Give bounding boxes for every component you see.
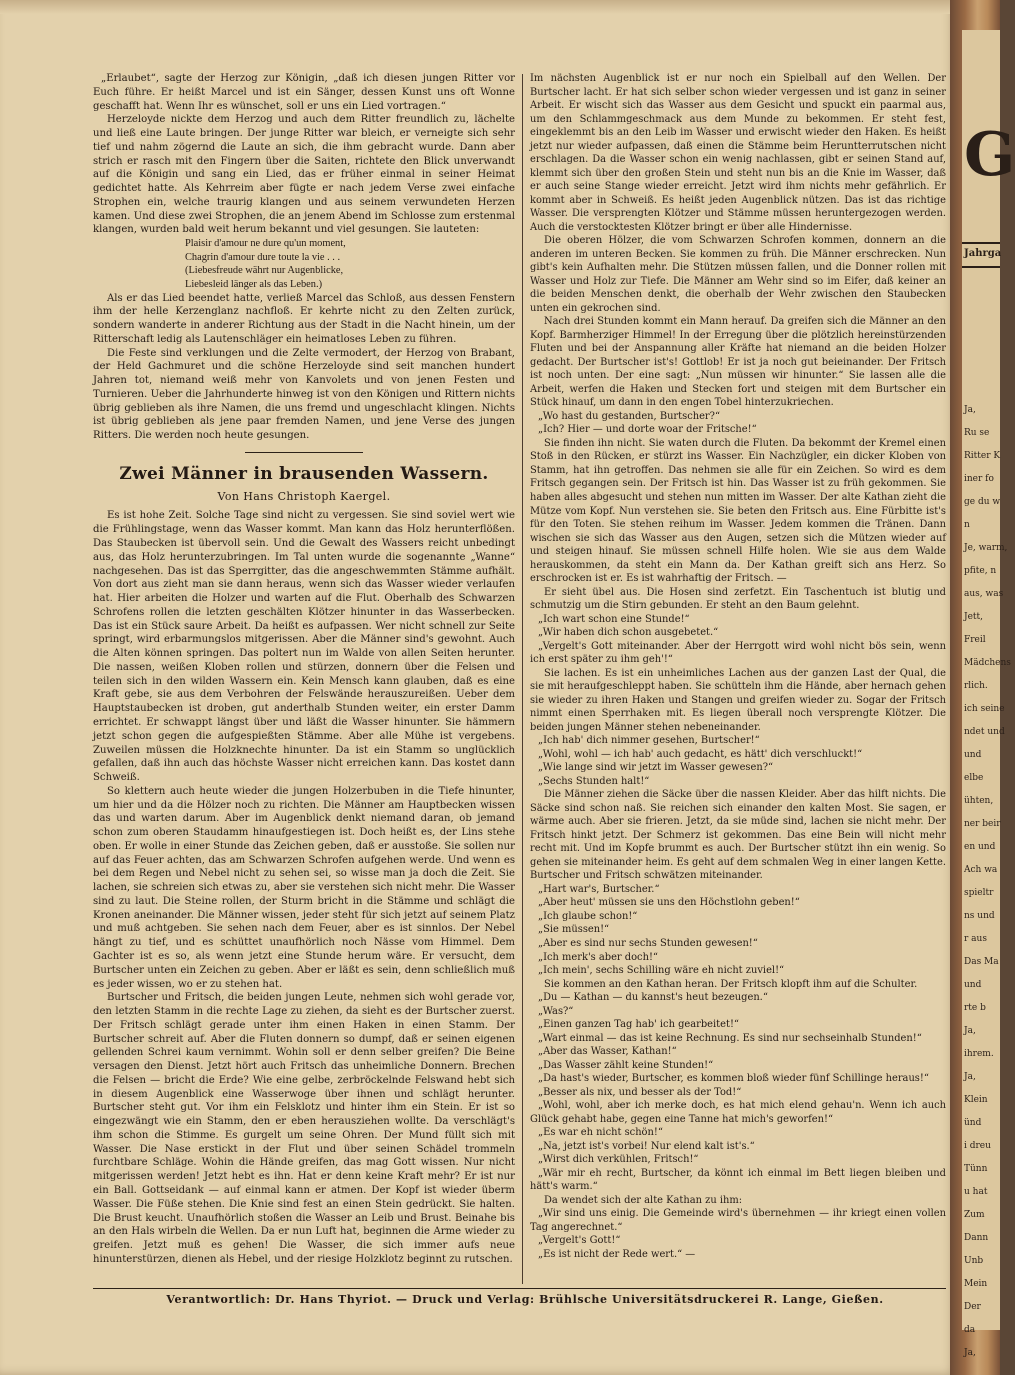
- dialog-line: „Aber heut' müssen sie uns den Höchstlohn geben!“: [538, 897, 800, 909]
- adjacent-page-fragment: Dann: [964, 1233, 989, 1243]
- right-paragraph: Nach drei Stunden kommt ein Mann herauf. Da greifen sich die Männer an den Kopf. Barmherziger Himmel! In der Erregung über die plötzlich hereinstürzenden Fluten und bei der Anspannung aller Kräfte hat niemand an die beiden Holzer gedacht. Der Burtscher ist's! Gottlob! Er ist ja noch gut beieinander. Der Fritsch ist noch unten. Der eine sagt: „Nun müssen wir hinunter.“ Sie lassen alle die Arbeit, werfen die Haken und Stecken fort und steigen mit dem Burtscher ein Stück hinauf, um dann in den engen Tobel hinterzukriechen.: [530, 316, 946, 409]
- dialog-line: „Wo hast du gestanden, Burtscher?“: [538, 410, 720, 422]
- dialog-line: „Aber es sind nur sechs Stunden gewesen!“: [538, 938, 758, 949]
- right-paragraph: Sie finden ihn nicht. Sie waten durch die Fluten. Da bekommt der Kremel einen Stoß in den Rücken, er stürzt ins Wasser. Ein Nachzügler, ein dicker Kloben von Stamm, hat ihn getroffen. Das nehmen sie alle für ein Zeichen. So wird es dem Fritsch gegangen sein. Der Fritsch ist hin. Das Wasser ist zu früh gekommen. Sie haben alles abgesucht und stehen nun mitten im Wasser. Der alte Kathan zieht die Mütze vom Kopf. Nun verstehen sie. Sie beten den Fritsch aus. Eine Fürbitte ist's für den Toten. Sie stehen reihum im Wasser. Jedem kommen die Tränen. Dann wischen sie sich das Wasser aus den Augen, setzen sich die Mützen wieder auf und steigen hinauf. Sie müssen schnell Hilfe holen. Wie sie aus dem Walde herauskommen, da steht ein Mann da. Der Kathan greift sich ans Herz. So erschrocken ist er. Es ist wahrhaftig der Fritsch. —: [530, 437, 946, 585]
- adjacent-page-fragment: elbe: [964, 773, 984, 783]
- dialog-line: „Einen ganzen Tag hab' ich gearbeitet!“: [538, 1019, 739, 1031]
- right-paragraph: Sie lachen. Es ist ein unheimliches Lachen aus der ganzen Last der Qual, die sie mit heraufgeschleppt haben. Sie schütteln ihm die Hände, aber hernach gehen sie wieder zu ihren Haken und Stangen und greifen wieder zu. Sogar der Fritsch nimmt einen Sperrhaken mit. Es liegen überall noch versprengte Klötzer. Die beiden jungen Männer stehen nebeneinander.: [530, 667, 946, 733]
- adjacent-page-masthead-letter: G: [964, 120, 1015, 190]
- dialog-line: „Wir haben dich schon ausgebetet.“: [538, 627, 719, 639]
- dialog-line: „Vergelt's Gott!“: [538, 1235, 621, 1247]
- dialog-line: „Sechs Stunden halt!“: [538, 775, 650, 787]
- adjacent-page-fragment: r aus: [964, 934, 987, 944]
- adjacent-page-fragment: iner fo: [964, 474, 994, 484]
- adjacent-page-fragment: en und: [964, 842, 996, 852]
- right-paragraph: Die Männer ziehen die Säcke über die nassen Kleider. Aber das hilft nichts. Die Säcke sind schon naß. Sie reichen sich einander den kalten Most. Sie sagen, er wärme auch. Aber sie frieren. Jetzt, da sie müde sind, lachen sie nicht mehr. Der Fritsch hinkt jetzt. Der Schmerz ist gekommen. Das eine Bein will nicht mehr recht mit. Und im Kopfe brummt es auch. Der Burtscher stützt ihn ein wenig. So gehen sie miteinander heim. Es geht auf dem schmalen Weg in einer langen Kette. Burtscher und Fritsch schwätzen miteinander.: [530, 789, 946, 882]
- right-paragraph: Da wendet sich der alte Kathan zu ihm:: [544, 1194, 743, 1206]
- right-paragraph: Die oberen Hölzer, die vom Schwarzen Schrofen kommen, donnern an die anderen im unteren Becken. Sie kommen zu früh. Die Männer erschrecken. Nun gibt's kein Aufhalten mehr. Die Stützen müssen fallen, und die Donner rollen mit Wasser und Holz zur Tiefe. Die Männer am Wehr sind so im Eifer, daß keiner an die beiden Menschen denkt, die oberhalb der Wehr zwischen den Staubecken unten ein gekrochen sind.: [530, 235, 946, 314]
- adjacent-page-fragment: spieltr: [964, 888, 994, 898]
- adjacent-page-fragment: ns und: [964, 911, 995, 921]
- dialog-line: „Du — Kathan — du kannst's heut bezeugen.“: [538, 992, 768, 1004]
- adjacent-page-fragment: Das Ma: [964, 957, 999, 967]
- adjacent-page-fragment: da: [964, 1325, 976, 1335]
- dialog-line: „Was?“: [538, 1005, 574, 1017]
- adjacent-page-fragment: Mädchens: [964, 658, 1011, 668]
- adjacent-page-fragment: und: [964, 750, 982, 760]
- song-line: (Liebesfreude währt nur Augenblicke,: [185, 265, 344, 277]
- right-paragraph: Im nächsten Augenblick ist er nur noch ein Spielball auf den Wellen. Der Burtscher lacht. Er hat sich selber schon wieder vergessen und ist ganz in seiner Arbeit. Er wischt sich das Wasser aus dem Gesicht und spuckt ein paarmal aus, um den Schlammgeschmack aus dem Munde zu bekommen. Er steht fest, eingeklemmt bis an den Leib im Wasser und erwischt wieder den Haken. Es heißt jetzt nur wieder aufpassen, daß einen die Stämme beim Heruntterrutschen nicht erschlagen. Da die Wasser schon ein wenig nachlassen, gibt er seinen Stand auf, klemmt sich über den großen Stein und steht nun bis an die Knie im Wasser, daß er auch seine Stange wieder erreicht. Jetzt wird ihm nichts mehr gefährlich. Er kommt aber in Schweiß. Es heißt jeden Augenblick nützen. Das ist das richtige Wasser. Die versprengten Klötzer und Stämme müssen heruntergezogen werden. Auch die verstocktesten Klötzer bringt er über alle Hindernisse.: [530, 73, 946, 233]
- adjacent-page-fragment: Freil: [964, 635, 986, 645]
- adjacent-page-fragment: Ja,: [964, 1348, 976, 1358]
- left-column: [93, 72, 515, 1267]
- adjacent-page-fragment: Unb: [964, 1256, 984, 1266]
- adjacent-page-rule: [962, 242, 1000, 244]
- adjacent-page-fragment: Ach wa: [964, 865, 998, 875]
- publisher-imprint: Verantwortlich: Dr. Hans Thyriot. — Druck und Verlag: Brühlsche Universitätsdruckerei R. Lange, Gießen.: [166, 1293, 884, 1306]
- dialog-line: „Wär mir eh recht, Burtscher, da könnt ich einmal im Bett liegen bleiben und hätt's warm.“: [530, 1167, 946, 1193]
- dialog-line: „Wohl, wohl — ich hab' auch gedacht, es hätt' dich verschluckt!“: [538, 748, 863, 760]
- dialog-line: „Ich mein', sechs Schilling wäre eh nicht zuviel!“: [538, 965, 785, 977]
- adjacent-page-fragment: ich seine: [964, 704, 1005, 714]
- adjacent-page-fragment: ühten,: [964, 796, 994, 806]
- dialog-line: „Wir sind uns einig. Die Gemeinde wird's übernehmen — ihr kriegt einen vollen Tag angerechnet.“: [530, 1208, 946, 1233]
- left-paragraph: Die Feste sind verklungen und die Zelte vermodert, der Herzog von Brabant, der Held Gachmuret und die schöne Herzeloyde sind seit manchen hundert Jahren tot, niemand weiß mehr von Kanvolets und von jenen Festen und Turnieren. Ueber die Jahrhunderte hinweg ist von den Königen und Rittern nichts übrig geblieben als ihre Namen, die uns fremd und ungeschlacht klingen. Nichts ist übrig geblieben als jene paar fremden Namen, und jene Verse des jungen Ritters. Die werden noch heute gesungen.: [93, 347, 515, 442]
- song-line: Liebesleid länger als das Leben.): [185, 278, 323, 290]
- right-paragraph: Sie kommen an den Kathan heran. Der Fritsch klopft ihm auf die Schulter.: [544, 978, 918, 990]
- adjacent-page-fragment: aus, was: [964, 589, 1004, 599]
- dialog-line: „Da hast's wieder, Burtscher, es kommen bloß wieder fünf Schillinge heraus!“: [538, 1073, 929, 1085]
- story-title: Zwei Männer in brausenden Wassern.: [119, 464, 489, 485]
- adjacent-page-fragment: pfite, n: [964, 566, 997, 576]
- adjacent-page-fragment: rlich.: [964, 681, 988, 691]
- right-paragraph: Er sieht übel aus. Die Hosen sind zerfetzt. Ein Taschentuch ist blutig und schmutzig um die Stirn gebunden. Er steht an den Baum gelehnt.: [530, 586, 946, 612]
- adjacent-page-fragment: ünd: [964, 1118, 982, 1128]
- adjacent-page-fragment: Jett,: [964, 612, 984, 622]
- column-divider: [522, 74, 523, 1284]
- dialog-line: „Ich hab' dich nimmer gesehen, Burtscher!“: [538, 735, 760, 747]
- adjacent-page-fragment: Mein: [964, 1279, 988, 1289]
- adjacent-page-header: Jahrga: [964, 248, 1002, 259]
- song-line: Plaisir d'amour ne dure qu'un moment,: [185, 238, 346, 250]
- adjacent-page-strip: [962, 30, 1015, 1358]
- adjacent-page-fragment: i dreu: [964, 1141, 991, 1151]
- adjacent-page-fragment: Je, warm,: [964, 543, 1008, 553]
- adjacent-page-fragment: und: [964, 980, 982, 990]
- adjacent-page-fragment: Ritter K: [964, 451, 1001, 461]
- dialog-line: „Vergelt's Gott miteinander. Aber der Herrgott wird wohl nicht bös sein, wenn ich erst später zu ihm geh'!“: [530, 640, 946, 666]
- footer-rule: [93, 1288, 946, 1289]
- adjacent-page-fragment: ge du w: [964, 497, 1001, 507]
- right-column: [530, 72, 946, 1261]
- dialog-line: „Wirst dich verkühlen, Fritsch!“: [538, 1154, 699, 1166]
- adjacent-page-fragment: ihrem.: [964, 1049, 994, 1059]
- page-top-edge: [0, 0, 958, 14]
- dialog-line: „Ich? Hier — und dorte woar der Fritsche!“: [538, 424, 757, 436]
- dialog-line: „Es ist nicht der Rede wert.“ —: [538, 1248, 696, 1260]
- dialog-line: „Wohl, wohl, aber ich merke doch, es hat mich elend gehau'n. Wenn ich auch Glück gehabt habe, gegen eine Tanne hat mich's geworfen!“: [530, 1100, 946, 1125]
- adjacent-page-fragment: Klein: [964, 1095, 988, 1105]
- adjacent-page-rule: [962, 266, 1000, 268]
- adjacent-page-fragment: n: [964, 520, 970, 530]
- story-paragraph: Es ist hohe Zeit. Solche Tage sind nicht zu vergessen. Sie sind soviel wert wie die Frühlingstage, wenn das Wasser kommt. Man kann das Holz herunterflößen. Das Staubecken ist übervoll sein. Und die Gewalt des Wassers reicht unbedingt aus, das Holz herunterzubringen. Im Tal unten wurde die sogenannte „Wanne“ nachgesehen. Das ist das Sperrgitter, das die angeschwemmten Stämme aufhält. Von dort aus zieht man sie dann heraus, wenn sich das Wasser wieder verlaufen hat. Hier arbeiten die Holzer und warten auf die Flut. Oberhalb des Schwarzen Schrofens rollen die letzten geschälten Klötzer hinunter in das Wasserbecken. Das ist ein Stück saure Arbeit. Da heißt es aufpassen. Wer nicht schnell zur Seite springt, wird erbarmungslos mitgerissen. Aber die Männer sind's gewohnt. Auch die Alten können springen. Das poltert nun im Walde von allen Seiten herunter. Die nassen, weißen Kloben rollen und stürzen, donnern über die Felsen und teilen sich in den wilden Wassern ein. Kein Mensch kann glauben, daß es eine Kraft gebe, sie aus dem Verbohren der Felswände herauszureißen. Ueber dem Hauptstaubecken ist droben, gut anderthalb Stunden weiter, ein erster Damm errichtet. Er schwappt längst über und läßt die Wasser hinunter. Sie hämmern jetzt schon gegen die aufgespießten Stämme. Aber alle Mühe ist vergebens. Zuweilen müssen die Holzknechte hinunter. Da ist ein Stamm so unglücklich gefallen, daß ihn auch das höchste Wasser nicht erreichen kann. Das kostet dann Schweiß.: [93, 510, 515, 784]
- adjacent-page-fragment: Ru se: [964, 428, 990, 438]
- dialog-line: „Na, jetzt ist's vorbei! Nur elend kalt ist's.“: [538, 1140, 755, 1152]
- story-paragraph: So klettern auch heute wieder die jungen Holzerbuben in die Tiefe hinunter, um hier und da die Hölzer noch zu richten. Die Männer am Hauptbecken wissen das und warten darum. Aber im Augenblick denkt niemand daran, ob jemand schon zum oberen Staudamm hinaufgestiegen ist. Doch heißt es, der Lins stehe oben. Er wolle in einer Stunde das Zeichen geben, daß er ausstoße. Sie sollen nur auf das Feuer achten, das am Schwarzen Schrofen aufgehen werde. Und wenn es bei dem Regen und Nebel nicht zu sehen sei, so wisse man ja doch die Zeit. Sie lachen, sie schreien sich etwas zu, aber sie verstehen sich nicht mehr. Die Wasser sind zu laut. Die Steine rollen, der Sturm bricht in die Stämme und schlägt die Kronen aneinander. Die Männer wissen, jeder steht für sich jetzt auf seinem Platz und muß achtgeben. Sie sehen nach dem Feuer, aber es ist sinnlos. Der Nebel hängt zu tief, und es schüttet unaufhörlich noch Nässe vom Himmel. Dem Gachter ist es so, als wenn jetzt eine Stunde herum wäre. Er versucht, dem Burtscher unten ein Zeichen zu geben. Aber er läßt es sein, denn schließlich muß es jeder wissen, wo er zu stehen hat.: [93, 785, 515, 990]
- dialog-line: „Ich glaube schon!“: [538, 910, 638, 922]
- adjacent-page-fragment: Der: [964, 1302, 981, 1312]
- adjacent-page-fragment: Ja,: [964, 1072, 976, 1082]
- left-paragraph: „Erlaubet“, sagte der Herzog zur Königin, „daß ich diesen jungen Ritter vor Euch führe. Er heißt Marcel und ist ein Sänger, dessen Kunst uns oft Wonne geschafft hat. Wenn Ihr es wünschet, soll er uns ein Lied vortragen.“: [93, 73, 515, 112]
- adjacent-page-fragment: rte b: [964, 1003, 986, 1013]
- dialog-line: „Hart war's, Burtscher.“: [538, 883, 660, 895]
- dialog-line: „Das Wasser zählt keine Stunden!“: [538, 1059, 714, 1071]
- adjacent-page-fragment: Ja,: [964, 405, 976, 415]
- song-verses: [185, 237, 515, 291]
- adjacent-page-fragment: u hat: [964, 1187, 988, 1197]
- story-paragraph: Burtscher und Fritsch, die beiden jungen Leute, nehmen sich wohl gerade vor, den letzten Stamm in die rechte Lage zu ziehen, da sieht es der Burtscher zuerst. Der Fritsch schlägt gerade unter ihm einen Haken in einen Stamm. Der Burtscher schreit auf. Aber die Fluten donnern so dumpf, daß er seinen eigenen gellenden Schrei kaum vernimmt. Wohin soll er denn selber greifen? Die Beine versagen den Dienst. Jetzt hört auch Fritsch das unheimliche Donnern. Brechen die Felsen — bricht die Erde? Wie eine gelbe, zerbröckelnde Felswand hebt sich in diesem Augenblick eine Wasserwoge über ihnen und schlägt herunter. Burtscher steht gut. Vor ihm ein Felsklotz und hinter ihm ein Stein. Er ist so eingezwängt wie ein Stamm, den er eben herausziehen wollte. Da verschlägt's ihm schon die Stimme. Es gurgelt um seine Ohren. Der Mund füllt sich mit Wasser. Die Nase erstickt in der Flut und über seinen Schädel trommeln furchtbare Schläge. Wohin die Hände greifen, das mag Gott wissen. Nur nicht mitgerissen werden! Jetzt hebt es ihn. Hat er denn keine Kraft mehr? Er ist nur ein Ball. Gottseidank — auf einmal kann er atmen. Der Kopf ist wieder überm Wasser. Die Füße stehen. Die Knie sind fest an einen Stein gedrückt. Sie halten. Die Brust keucht. Unaufhörlich stoßen die Wasser an Leib und Brust. Beinahe bis an den Hals wirbeln die Wellen. Da er nun Luft hat, beginnen die Arme wieder zu greifen. Jetzt muß es gehen! Die Wasser, die sich immer aufs neue hinunterstürzen, dienen als Hebel, und der riesige Holzklotz beginnt zu rutschen.: [93, 992, 515, 1265]
- song-line: Chagrin d'amour dure toute la vie . . .: [185, 251, 341, 263]
- dialog-line: „Sie müssen!“: [538, 924, 610, 936]
- dialog-line: „Ich wart schon eine Stunde!“: [538, 613, 690, 625]
- dialog-line: „Besser als nix, und besser als der Tod!“: [538, 1086, 742, 1098]
- dialog-line: „Es war eh nicht schön!“: [538, 1127, 663, 1139]
- dialog-line: „Ich merk's aber doch!“: [538, 951, 658, 963]
- dialog-line: „Wart einmal — das ist keine Rechnung. Es sind nur sechseinhalb Stunden!“: [538, 1032, 922, 1044]
- dialog-line: „Wie lange sind wir jetzt im Wasser gewesen?“: [538, 762, 774, 774]
- adjacent-page-fragment: Zum: [964, 1210, 985, 1220]
- adjacent-page-fragment: Ja,: [964, 1026, 976, 1036]
- dialog-line: „Aber das Wasser, Kathan!“: [538, 1046, 677, 1058]
- story-author: Von Hans Christoph Kaergel.: [217, 490, 391, 504]
- left-paragraph: Herzeloyde nickte dem Herzog und auch dem Ritter freundlich zu, lächelte und ließ eine Laute bringen. Der junge Ritter war bleich, er verneigte sich sehr tief und nahm zögernd die Laute an sich, die ihm gebracht wurde. Dann aber strich er rasch mit den Fingern über die Saiten, richtete den Blick unverwandt auf die Königin und sang ein Lied, das er früher einmal in seiner Heimat gedichtet hatte. Als Kehrreim aber fügte er nach jedem Verse zwei einfache Strophen ein, welche traurig klangen und aus seinem verwundeten Herzen kamen. Und diese zwei Strophen, die an jenem Abend im Schlosse zum erstenmal klangen, wurden bald weit herum bekannt und viel gesungen. Sie lauteten:: [93, 114, 515, 236]
- section-separator: [245, 452, 363, 454]
- left-paragraph: Als er das Lied beendet hatte, verließ Marcel das Schloß, aus dessen Fenstern ihm der helle Kerzenglanz nachfloß. Er kehrte nicht zu den Zelten zurück, sondern wanderte in anderer Richtung aus der Stadt in die Nacht hinein, um der Ritterschaft ledig als Lautenschläger ein heimatloses Leben zu führen.: [93, 292, 515, 345]
- adjacent-page-fragment: ner beir: [964, 819, 1001, 829]
- adjacent-page-fragment: Tünn: [964, 1164, 988, 1174]
- adjacent-page-fragment: ndet und: [964, 727, 1005, 737]
